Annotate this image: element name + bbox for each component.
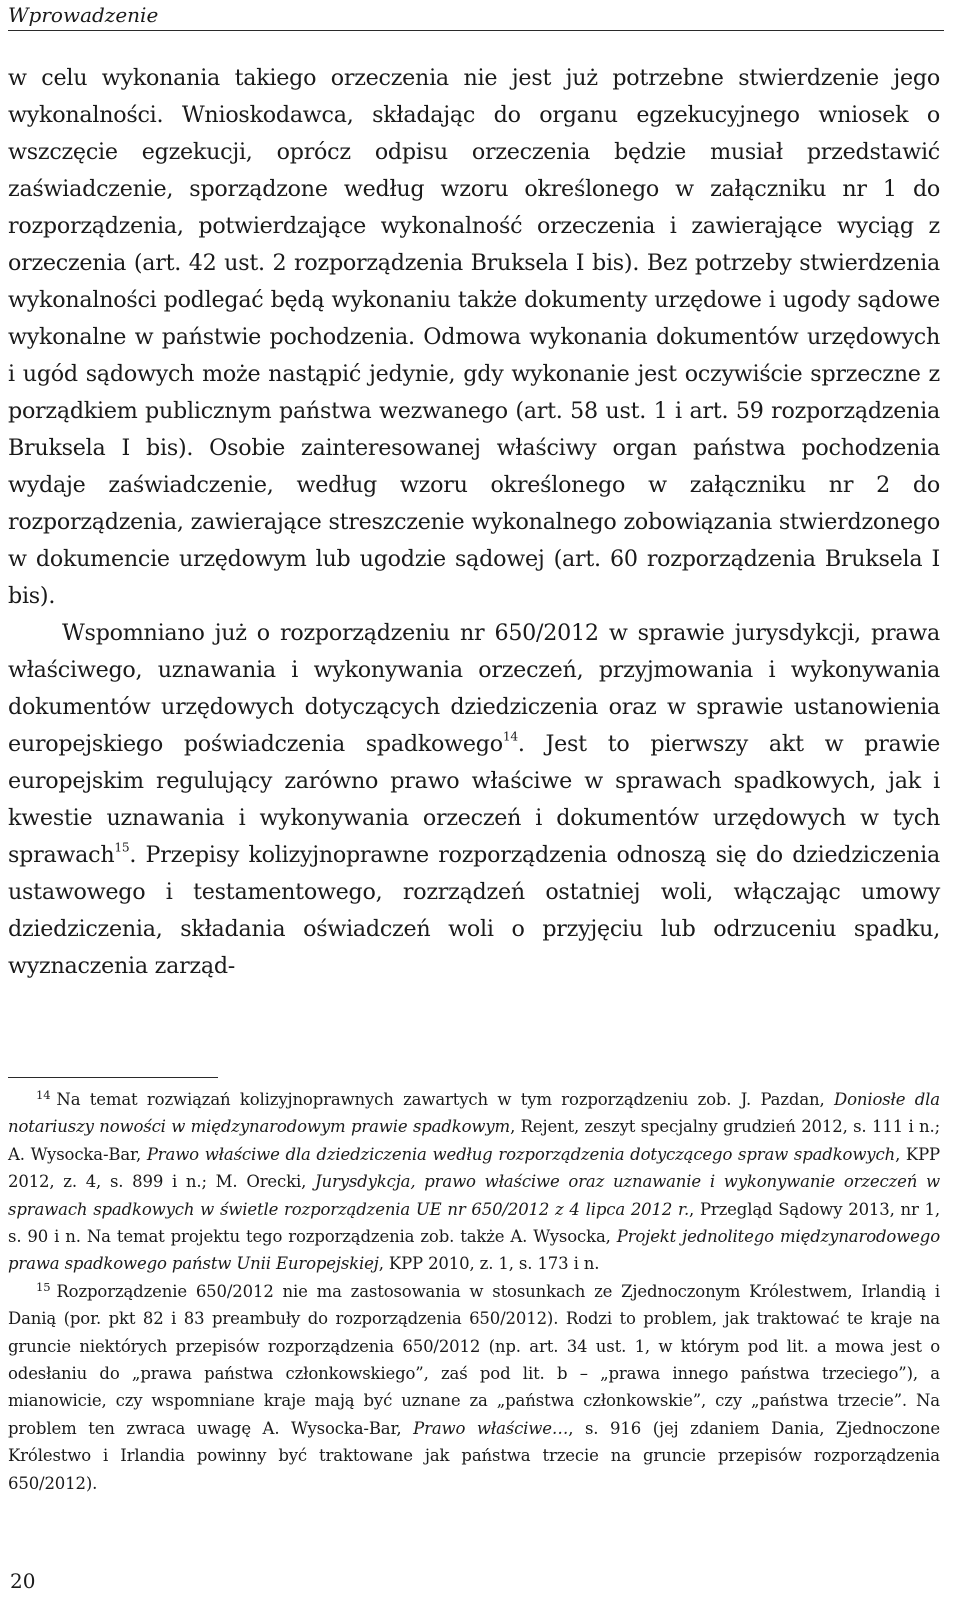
text-run: w celu wykonania takiego orzeczenia nie jest już potrzebne stwierdzenie jego wykonalności. Wnioskodawca, składając do organu egzekucyjnego wniosek o wszczęcie egzekucji, oprócz odpisu orzeczenia będzie musiał przedstawić zaświadczenie, sporządzone według wzoru określonego w załączniku nr 1 do rozporządzenia, potwierdzające wykonalność orzeczenia i zawierające wyciąg z orzeczenia (art. 42 ust. 2 rozporządzenia Bruksela I bis). Bez potrzeby stwierdzenia wykonalności podlegać będą wykonaniu także dokumenty urzędowe i ugody sądowe wykonalne w państwie pochodzenia. Odmowa wykonania dokumentów urzędowych i ugód sądowych może nastąpić jedynie, gdy wykonanie jest oczywiście sprzeczne z porządkiem publicznym państwa wezwanego (art. 58 ust. 1 i art. 59 rozporządzenia Bruksela I bis). Osobie zainteresowanej właściwy organ państwa pochodzenia wydaje zaświadczenie, według wzoru określonego w załączniku nr 2 do rozporządzenia, zawierające streszczenie wykonalnego zobowiązania stwierdzonego w dokumencie urzędowym lub ugodzie sądowej (art. 60 rozporządzenia Bruksela I bis).: [8, 65, 940, 609]
footnote-number: 14: [36, 1087, 51, 1102]
footnote-reference: 15: [114, 840, 130, 855]
footnote-15: [8, 1278, 940, 1497]
italic-text-run: Prawo właściwe…: [413, 1418, 569, 1438]
text-run: . Jest to pierwszy akt w prawie europejskim regulujący zarówno prawo właściwe w sprawach spadkowych, jak i kwestie uznawania i wykonywania orzeczeń i dokumentów urzędowych w tych sprawach: [8, 731, 940, 868]
footnotes: [8, 1086, 940, 1497]
text-run: , s. 916 (jej zdaniem Dania, Zjednoczone Królestwo i Irlandia powinny być traktowane jak państwa trzecie na gruncie przepisów rozporządzenia 650/2012).: [8, 1418, 940, 1493]
text-run: , Rejent, zeszyt specjalny grudzień 2012, s. 111 i n.; A. Wysocka-Bar,: [8, 1117, 940, 1164]
text-run: , KPP 2010, z. 1, s. 173 i n.: [378, 1254, 600, 1274]
footnote-reference: 14: [502, 729, 518, 744]
body-text: [8, 60, 940, 985]
text-run: Rozporządzenie 650/2012 nie ma zastosowania w stosunkach ze Zjednoczonym Królestwem, Irlandią i Danią (por. pkt 82 i 83 preambuły do rozporządzenia 650/2012). Rodzi to problem, jak traktować te kraje na gruncie niektórych przepisów rozporządzenia 650/2012 (np. art. 34 ust. 1, w którym pod lit. a mowa jest o odesłaniu do „prawa państwa członkowskiego”, zaś pod lit. b – „prawa innego państwa trzeciego”), a mianowicie, czy wspomniane kraje mają być uznane za „państwa członkowskie”, czy „państwa trzecie”. Na problem ten zwraca uwagę A. Wysocka-Bar,: [8, 1281, 940, 1438]
text-run: Na temat rozwiązań kolizyjnoprawnych zawartych w tym rozporządzeniu zob. J. Pazdan,: [56, 1090, 834, 1109]
body-paragraph: [8, 60, 940, 615]
text-run: . Przepisy kolizyjnoprawne rozporządzenia odnoszą się do dziedziczenia ustawowego i testamentowego, rozrządzeń ostatniej woli, włączając umowy dziedziczenia, składania oświadczeń woli o przyjęciu lub odrzuceniu spadku, wyznaczenia zarząd-: [8, 842, 940, 979]
page-number: 20: [10, 1569, 36, 1593]
running-head: Wprowadzenie: [8, 2, 944, 31]
italic-text-run: Projekt jednolitego międzynarodowego prawa spadkowego państw Unii Europejskiej: [8, 1227, 940, 1274]
italic-text-run: Doniosłe dla notariuszy nowości w międzynarodowym prawie spadkowym: [8, 1090, 940, 1137]
document-page: [8, 0, 944, 1606]
text-run: Wspomniano już o rozporządzeniu nr 650/2012 w sprawie jurysdykcji, prawa właściwego, uznawania i wykonywania orzeczeń, przyjmowania i wykonywania dokumentów urzędowych dotyczących dziedziczenia oraz w sprawie ustanowienia europejskiego poświadczenia spadkowego: [8, 620, 940, 757]
footnote-14: [8, 1086, 940, 1278]
italic-text-run: Prawo właściwe dla dziedziczenia według rozporządzenia dotyczącego spraw spadkowych: [146, 1144, 896, 1164]
footnote-separator: [8, 1077, 218, 1078]
italic-text-run: Jurysdykcja, prawo właściwe oraz uznawanie i wykonywanie orzeczeń w sprawach spadkowych w świetle rozporządzenia UE nr 650/2012 z 4 lipca 2012 r.: [8, 1172, 941, 1219]
text-run: , Przegląd Sądowy 2013, nr 1, s. 90 i n. Na temat projektu tego rozporządzenia zob. także A. Wysocka,: [8, 1199, 940, 1247]
body-paragraph: [8, 615, 940, 985]
footnote-number: 15: [36, 1279, 51, 1294]
text-run: , KPP 2012, z. 4, s. 899 i n.; M. Orecki,: [8, 1144, 940, 1192]
